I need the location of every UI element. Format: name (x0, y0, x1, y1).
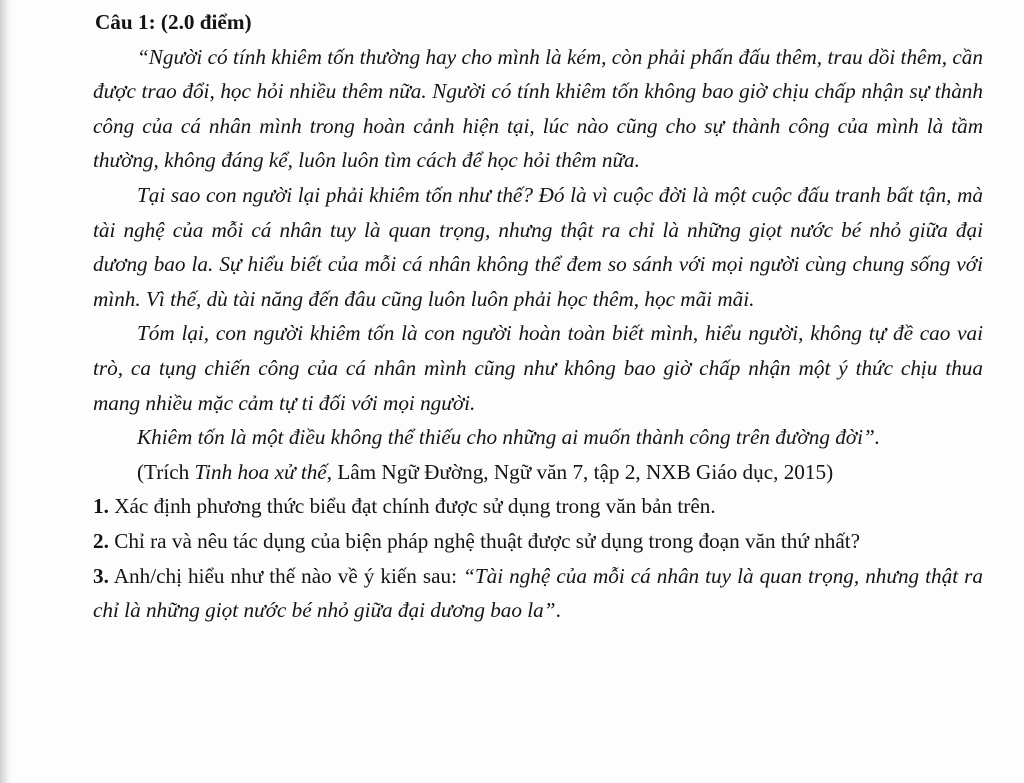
passage-paragraph-4: Khiêm tốn là một điều không thể thiếu cho những ai muốn thành công trên đường đời”. (137, 425, 881, 450)
passage-paragraph-2: Tại sao con người lại phải khiêm tốn như thế? Đó là vì cuộc đời là một cuộc đấu tranh bất tận, mà tài nghệ của mỗi cá nhân tuy là quan trọng, nhưng thật ra chỉ là những giọt nước bé nhỏ giữa đại dương bao la. Sự hiểu biết của mỗi cá nhân không thể đem so sánh với mọi người cùng chung sống với mình. Vì thế, dù tài năng đến đâu cũng luôn luôn phải học thêm, học mãi mãi. (93, 182, 983, 311)
passage-paragraph-1: “Người có tính khiêm tốn thường hay cho mình là kém, còn phải phấn đấu thêm, trau dồi thêm, cần được trao đổi, học hỏi nhiều thêm nữa. Người có tính khiêm tốn không bao giờ chịu chấp nhận sự thành công của cá nhân mình trong hoàn cảnh hiện tại, lúc nào cũng cho sự thành công của mình là tầm thường, không đáng kể, luôn luôn tìm cách để học hỏi thêm nữa. (93, 44, 983, 173)
question-item-3 (93, 559, 983, 628)
source-citation (93, 455, 983, 490)
passage-paragraph-3: Tóm lại, con người khiêm tốn là con người hoàn toàn biết mình, hiểu người, không tự đề cao vai trò, ca tụng chiến công của cá nhân mình cũng như không bao giờ chấp nhận một ý thức chịu thua mang nhiều mặc cảm tự ti đối với mọi người. (93, 321, 983, 415)
question-text: Xác định phương thức biểu đạt chính được sử dụng trong văn bản trên. (108, 494, 716, 519)
question-item-2 (93, 524, 983, 559)
source-details: , Lâm Ngữ Đường, Ngữ văn 7, tập 2, NXB Giáo dục, 2015) (326, 459, 834, 484)
source-prefix: (Trích (137, 459, 195, 484)
question-number: 1. (93, 494, 109, 519)
document-body (93, 5, 983, 628)
source-book-title: Tinh hoa xử thế (194, 459, 327, 484)
question-number: 3. (93, 563, 109, 588)
question-text: Anh/chị hiểu như thế nào về ý kiến sau: (108, 563, 464, 588)
page-shadow-edge (0, 0, 12, 783)
question-number: 2. (93, 528, 109, 553)
question-end: . (555, 598, 561, 623)
question-quote: “Tài nghệ của mỗi cá nhân tuy là quan trọng, nhưng thật ra chỉ là những giọt nước bé nhỏ giữa đại dương bao la” (93, 563, 983, 623)
question-item-1 (93, 489, 983, 524)
question-text: Chỉ ra và nêu tác dụng của biện pháp nghệ thuật được sử dụng trong đoạn văn thứ nhất? (108, 528, 861, 553)
question-heading: Câu 1: (2.0 điểm) (95, 10, 252, 34)
